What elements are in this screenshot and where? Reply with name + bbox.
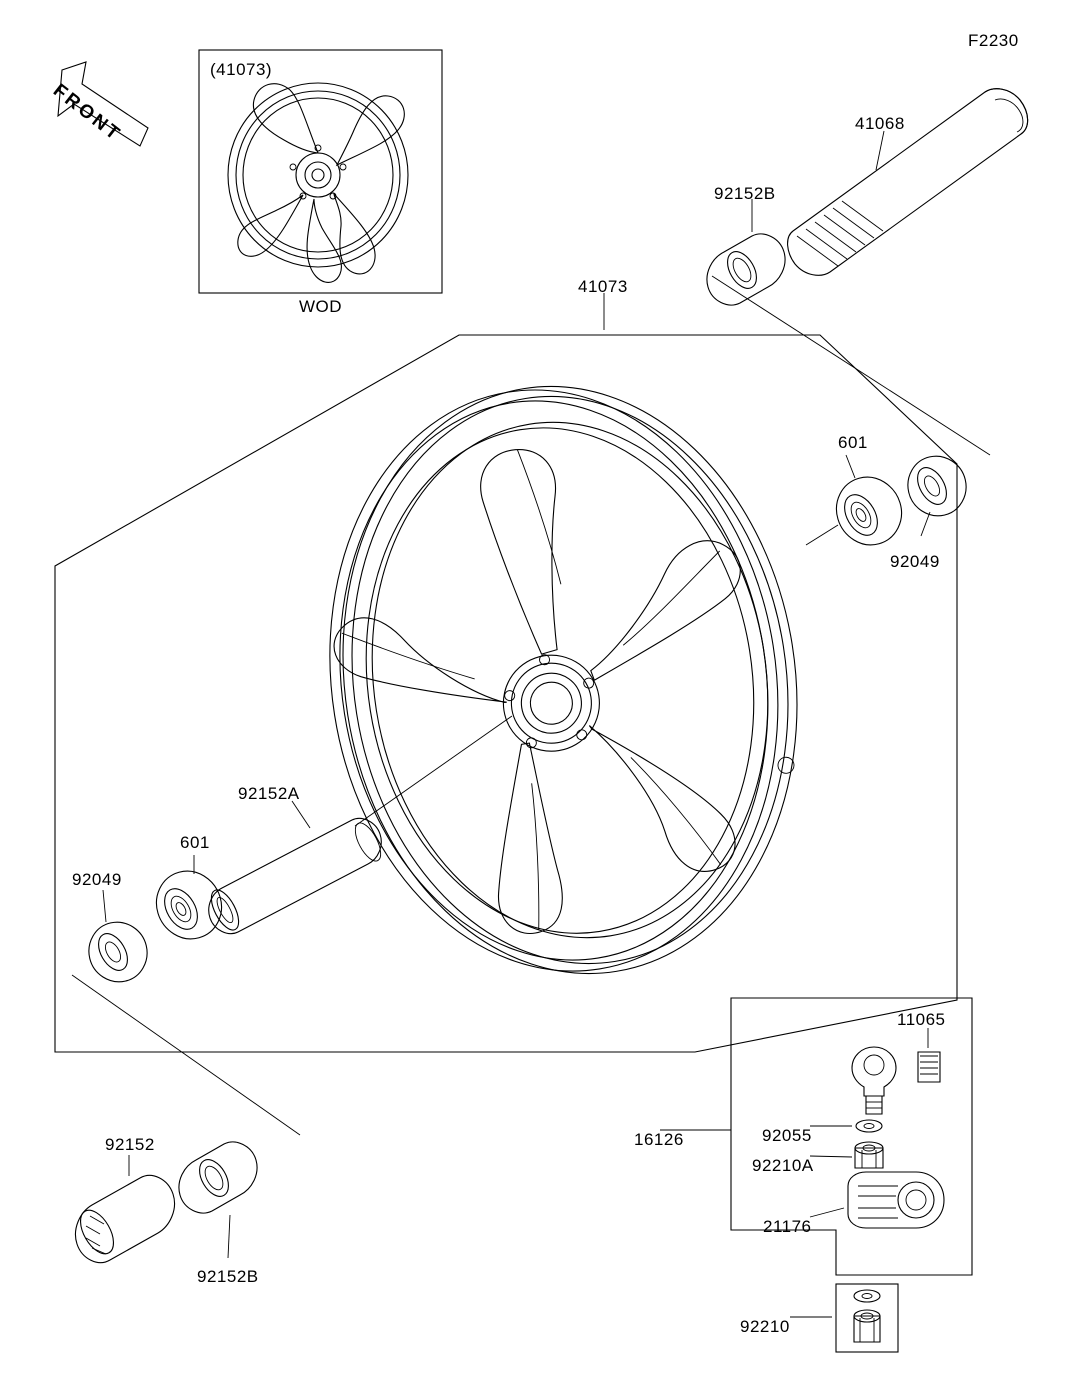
part-label-601-right: 601 (838, 433, 868, 452)
front-wheel-graphic (289, 353, 839, 1008)
part-label-11065: 11065 (897, 1010, 946, 1029)
nut-92210 (836, 1284, 898, 1352)
seal-92049-left (89, 922, 147, 982)
part-label-92152b-upper: 92152B (714, 184, 776, 203)
part-label-92210a: 92210A (752, 1156, 814, 1175)
part-label-92049-right: 92049 (890, 552, 940, 571)
part-label-92210: 92210 (740, 1317, 790, 1336)
front-marker-label: FRONT (49, 80, 126, 147)
collar-92152b-lower (179, 1142, 257, 1213)
part-label-21176: 21176 (763, 1217, 812, 1236)
cap-11065 (918, 1052, 940, 1082)
valve-stem (852, 1047, 896, 1114)
bearing-601-right (836, 477, 901, 545)
sensor-body-21176 (848, 1172, 944, 1228)
spacer-92152a (206, 818, 386, 934)
part-label-92049-left: 92049 (72, 870, 122, 889)
wheel-callout-frame (55, 335, 957, 1052)
inset-caption: WOD (299, 297, 343, 316)
collar-92152 (74, 1175, 175, 1262)
part-label-92055: 92055 (762, 1126, 812, 1145)
inset-box (199, 50, 442, 293)
axle-graphic (788, 89, 1028, 276)
part-label-41073: 41073 (578, 277, 628, 296)
inset-part-number: (41073) (210, 60, 273, 79)
valve-assembly-frame (660, 998, 972, 1275)
part-label-92152b-lower: 92152B (197, 1267, 259, 1286)
collar-92152b-upper (707, 234, 785, 305)
part-label-41068: 41068 (855, 114, 905, 133)
washer-92055 (856, 1120, 882, 1132)
nut-92210a (855, 1142, 883, 1168)
part-label-92152a: 92152A (238, 784, 300, 803)
sheet-code: F2230 (968, 31, 1019, 50)
part-label-92152: 92152 (105, 1135, 155, 1154)
part-label-16126: 16126 (634, 1130, 684, 1149)
part-label-601-left: 601 (180, 833, 210, 852)
